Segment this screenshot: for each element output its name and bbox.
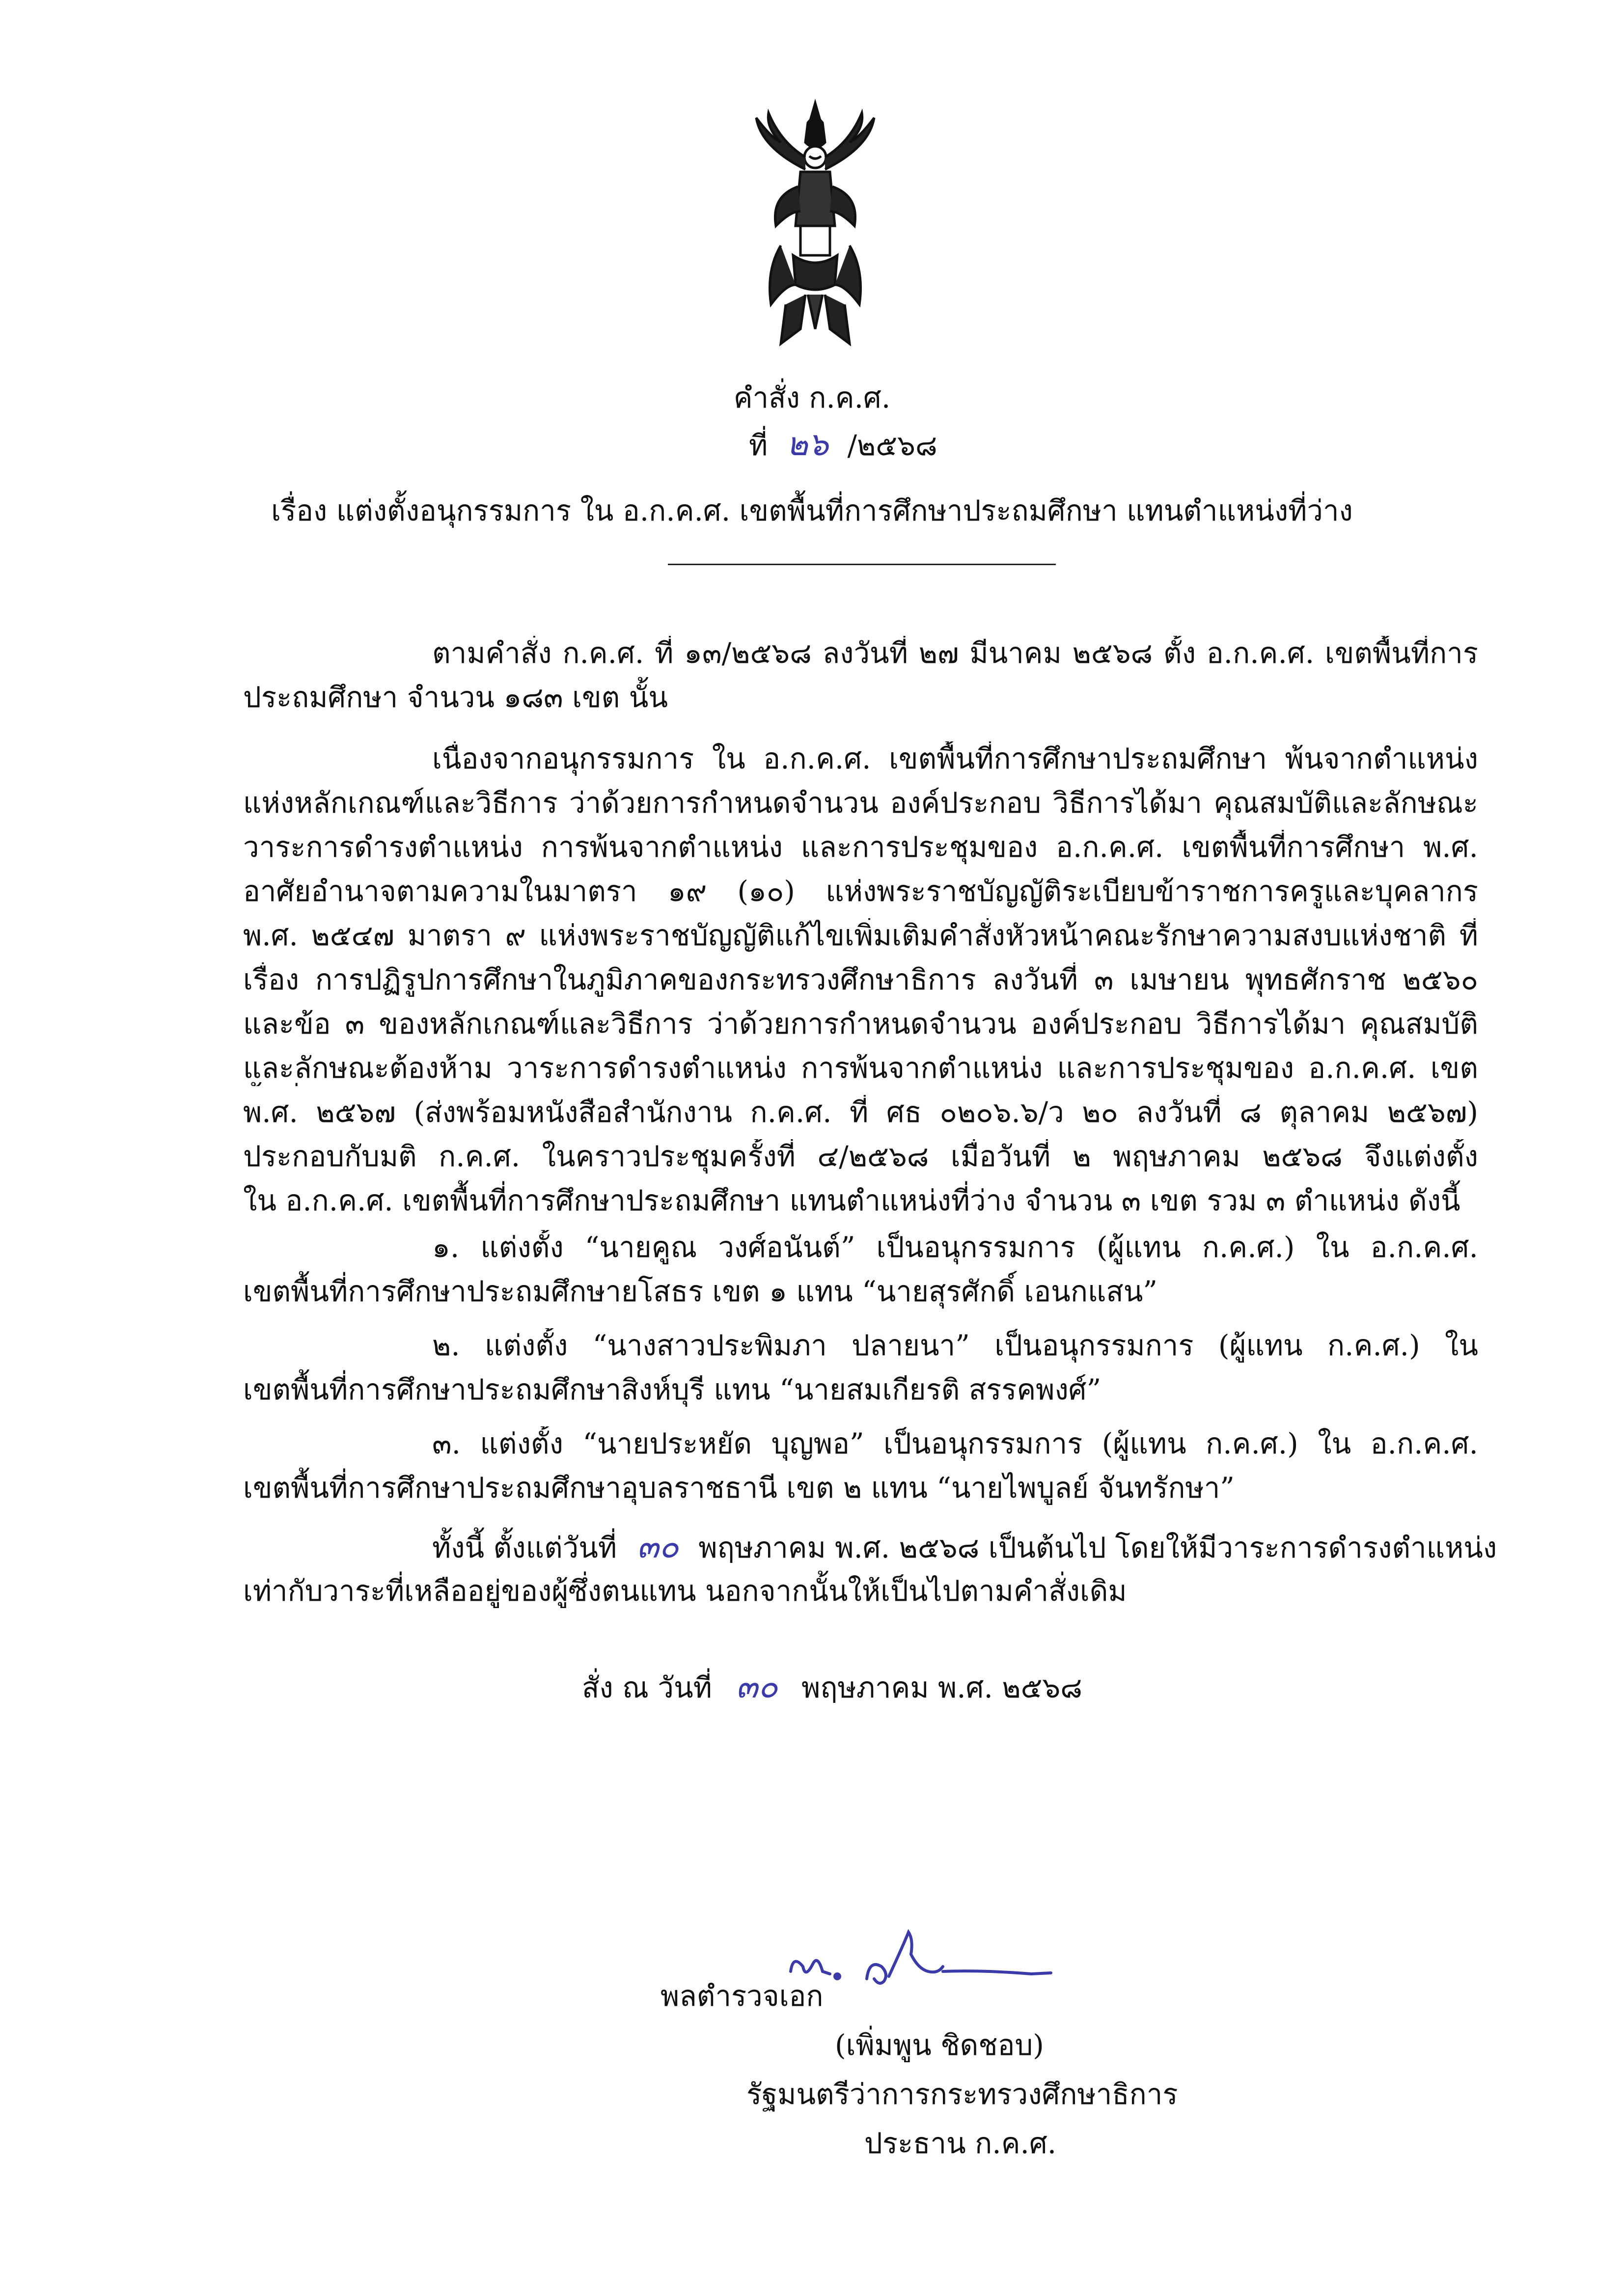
signatory-name: (เพิ่มพูน ชิดชอบ) xyxy=(835,2028,1044,2062)
effective-line-1 xyxy=(432,1530,1497,1565)
ordered-prefix: สั่ง ณ วันที่ xyxy=(582,1671,712,1704)
order-number xyxy=(749,427,937,463)
paragraph-2-line-2: แห่งหลักเกณฑ์และวิธีการ ว่าด้วยการกำหนดจำนวน องค์ประกอบ วิธีการได้มา คุณสมบัติและลักษณะ xyxy=(243,786,1478,820)
item-1-line-2: เขตพื้นที่การศึกษาประถมศึกษายโสธร เขต ๑ แทน “นายสุรศักดิ์ เอนกแสน” xyxy=(243,1275,1158,1308)
garuda-emblem-icon xyxy=(751,98,879,354)
item-1-line-1: ๑. แต่งตั้ง “นายคูณ วงศ์อนันต์” เป็นอนุกรรมการ (ผู้แทน ก.ค.ศ.) ใน อ.ก.ค.ศ. xyxy=(432,1230,1478,1264)
number-prefix: ที่ xyxy=(749,429,768,462)
paragraph-2-line-8: และลักษณะต้องห้าม วาระการดำรงตำแหน่ง การพ้นจากตำแหน่ง และการประชุมของ อ.ก.ค.ศ. เขต xyxy=(243,1051,1478,1085)
item-3-line-1: ๓. แต่งตั้ง “นายประหยัด บุญพอ” เป็นอนุกรรมการ (ผู้แทน ก.ค.ศ.) ใน อ.ก.ค.ศ. xyxy=(432,1427,1478,1460)
signatory-role: ประธาน ก.ค.ศ. xyxy=(864,2127,1057,2160)
effective-suffix: พฤษภาคม พ.ศ. ๒๕๖๘ เป็นต้นไป โดยให้มีวาระการดำรงตำแหน่ง xyxy=(698,1531,1497,1564)
paragraph-2-line-3: วาระการดำรงตำแหน่ง การพ้นจากตำแหน่ง และการประชุมของ อ.ก.ค.ศ. เขตพื้นที่การศึกษา พ.ศ. xyxy=(243,830,1478,864)
order-title: คำสั่ง ก.ค.ศ. xyxy=(733,381,891,414)
paragraph-2-line-5: พ.ศ. ๒๕๔๗ มาตรา ๙ แห่งพระราชบัญญัติแก้ไขเพิ่มเติมคำสั่งหัวหน้าคณะรักษาความสงบแห่งชาติ ที่ xyxy=(243,919,1478,952)
item-2-line-2: เขตพื้นที่การศึกษาประถมศึกษาสิงห์บุรี แทน “นายสมเกียรติ สรรคพงศ์” xyxy=(243,1373,1101,1406)
signatory-position: รัฐมนตรีว่าการกระทรวงศึกษาธิการ xyxy=(746,2077,1178,2111)
ordered-date xyxy=(582,1669,1082,1705)
number-suffix: /๒๕๖๘ xyxy=(847,429,937,462)
item-3-line-2: เขตพื้นที่การศึกษาประถมศึกษาอุบลราชธานี เขต ๒ แทน “นายไพบูลย์ จันทรักษา” xyxy=(243,1471,1235,1504)
paragraph-2-line-9: พ.ศ. ๒๕๖๗ (ส่งพร้อมหนังสือสำนักงาน ก.ค.ศ. ที่ ศธ ๐๒๐๖.๖/ว ๒๐ ลงวันที่ ๘ ตุลาคม ๒๕๖๗) xyxy=(243,1095,1478,1129)
ordered-suffix: พฤษภาคม พ.ศ. ๒๕๖๘ xyxy=(801,1671,1083,1704)
paragraph-2-line-11: ใน อ.ก.ค.ศ. เขตพื้นที่การศึกษาประถมศึกษา แทนตำแหน่งที่ว่าง จำนวน ๓ เขต รวม ๓ ตำแหน่ง ดังนี้ xyxy=(243,1184,1460,1217)
paragraph-2-line-4: อาศัยอำนาจตามความในมาตรา ๑๙ (๑๐) แห่งพระราชบัญญัติระเบียบข้าราชการครูและบุคลากร xyxy=(243,875,1478,908)
number-handwritten: ๒๖ xyxy=(786,425,829,463)
paragraph-1-line-2: ประถมศึกษา จำนวน ๑๘๓ เขต นั้น xyxy=(243,681,668,714)
paragraph-1-line-1: ตามคำสั่ง ก.ค.ศ. ที่ ๑๓/๒๕๖๘ ลงวันที่ ๒๗ มีนาคม ๒๕๖๘ ตั้ง อ.ก.ค.ศ. เขตพื้นที่การ xyxy=(432,636,1478,670)
ordered-day-handwritten: ๓๐ xyxy=(736,1667,778,1705)
effective-prefix: ทั้งนี้ ตั้งแต่วันที่ xyxy=(432,1531,617,1564)
effective-day-handwritten: ๓๐ xyxy=(636,1528,679,1565)
title-divider xyxy=(668,564,1056,565)
item-2-line-1: ๒. แต่งตั้ง “นางสาวประพิมภา ปลายนา” เป็นอนุกรรมการ (ผู้แทน ก.ค.ศ.) ใน xyxy=(432,1329,1478,1362)
paragraph-2-line-6: เรื่อง การปฏิรูปการศึกษาในภูมิภาคของกระทรวงศึกษาธิการ ลงวันที่ ๓ เมษายน พุทธศักราช ๒๕๖๐ xyxy=(243,963,1478,996)
paragraph-2-line-7: และข้อ ๓ ของหลักเกณฑ์และวิธีการ ว่าด้วยการกำหนดจำนวน องค์ประกอบ วิธีการได้มา คุณสมบัติ xyxy=(243,1007,1478,1040)
signatory-rank: พลตำรวจเอก xyxy=(661,1979,824,2013)
effective-line-2: เท่ากับวาระที่เหลืออยู่ของผู้ซึ่งตนแทน นอกจากนั้นให้เป็นไปตามคำสั่งเดิม xyxy=(243,1574,1127,1608)
order-subject: เรื่อง แต่งตั้งอนุกรรมการ ใน อ.ก.ค.ศ. เขตพื้นที่การศึกษาประถมศึกษา แทนตำแหน่งที่ว่าง xyxy=(271,494,1353,527)
signature-icon xyxy=(776,1925,1080,1998)
paragraph-2-line-1: เนื่องจากอนุกรรมการ ใน อ.ก.ค.ศ. เขตพื้นที่การศึกษาประถมศึกษา พ้นจากตำแหน่ง xyxy=(432,742,1478,775)
paragraph-2-line-10: ประกอบกับมติ ก.ค.ศ. ในคราวประชุมครั้งที่ ๔/๒๕๖๘ เมื่อวันที่ ๒ พฤษภาคม ๒๕๖๘ จึงแต่งตั้ง xyxy=(243,1140,1478,1173)
